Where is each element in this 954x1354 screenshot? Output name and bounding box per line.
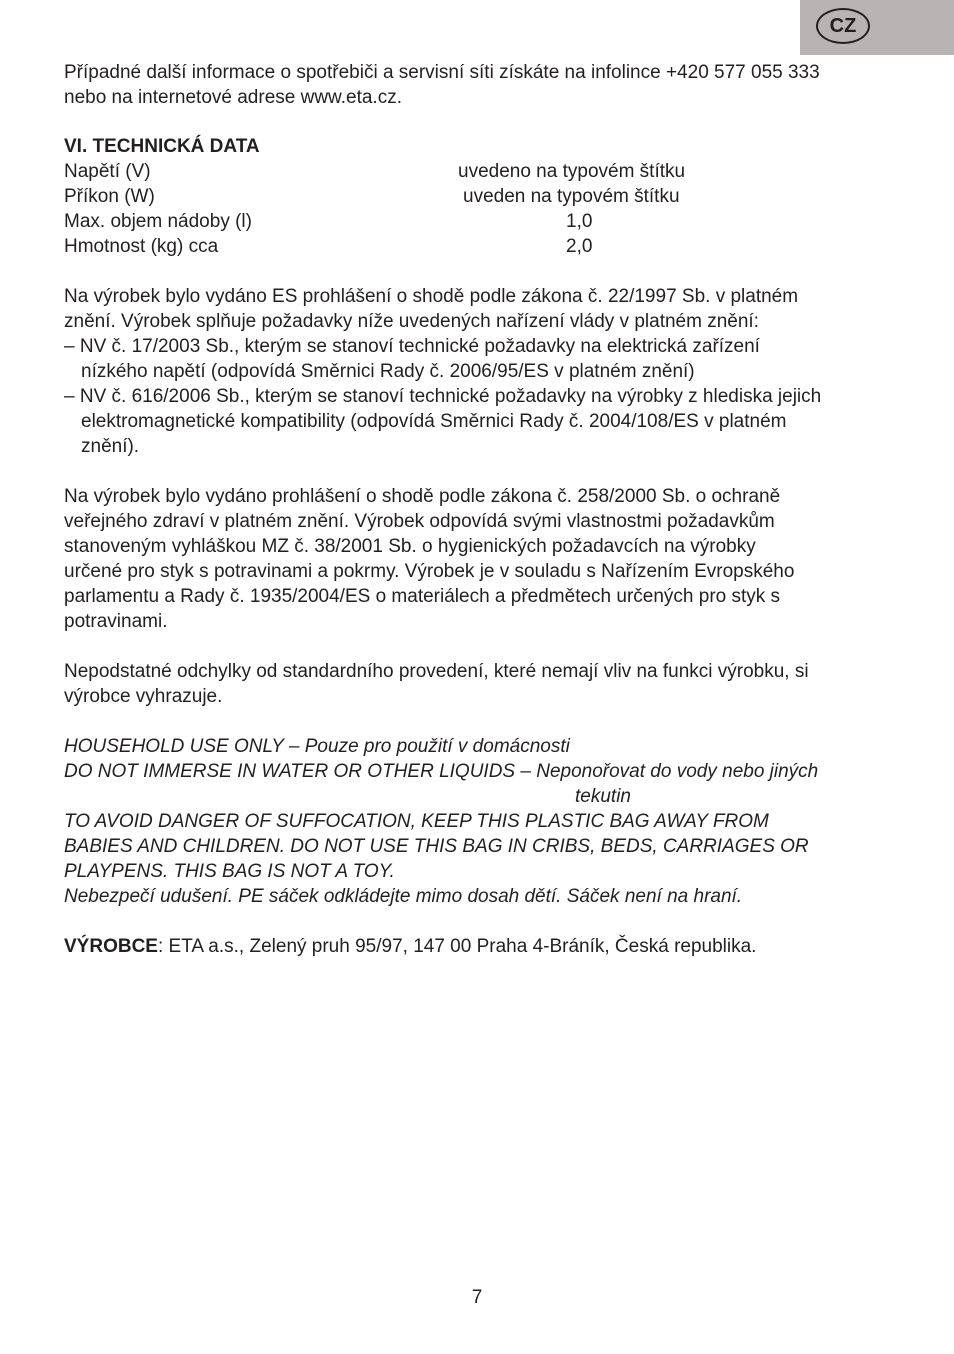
deviation-line: výrobce vyhrazuje. xyxy=(64,686,223,707)
tech-label: Hmotnost (kg) cca xyxy=(64,236,219,257)
declaration-line: znění. Výrobek splňuje požadavky níže uvedených nařízení vlády v platném znění: xyxy=(64,311,759,332)
intro-line: nebo na internetové adrese www.eta.cz. xyxy=(64,87,402,108)
declaration-list-item: – NV č. 616/2006 Sb., kterým se stanoví technické požadavky na výrobky z hlediska jejich xyxy=(64,386,822,407)
declaration-line: nízkého napětí (odpovídá Směrnici Rady č. 2006/95/ES v platném znění) xyxy=(81,361,695,382)
warning-line: Nebezpečí udušení. PE sáček odkládejte mimo dosah dětí. Sáček není na hraní. xyxy=(64,886,743,907)
warning-line: BABIES AND CHILDREN. DO NOT USE THIS BAG IN CRIBS, BEDS, CARRIAGES OR xyxy=(64,836,809,857)
warning-line: DO NOT IMMERSE IN WATER OR OTHER LIQUIDS – Neponořovat do vody nebo jiných xyxy=(64,761,819,782)
declaration-list-item: – NV č. 17/2003 Sb., kterým se stanoví technické požadavky na elektrická zařízení xyxy=(64,336,760,357)
tech-value: 1,0 xyxy=(566,211,593,232)
language-tab xyxy=(800,0,954,55)
health-declaration-line: Na výrobek bylo vydáno prohlášení o shodě podle zákona č. 258/2000 Sb. o ochraně xyxy=(64,486,781,507)
declaration-line: elektromagnetické kompatibility (odpovídá Směrnici Rady č. 2004/108/ES v platném xyxy=(81,411,787,432)
declaration-line: znění). xyxy=(81,436,140,457)
tech-value: uvedeno na typovém štítku xyxy=(458,161,686,182)
manufacturer-text: : ETA a.s., Zelený pruh 95/97, 147 00 Praha 4-Bráník, Česká republika. xyxy=(157,936,757,957)
declaration-line: Na výrobek bylo vydáno ES prohlášení o shodě podle zákona č. 22/1997 Sb. v platném xyxy=(64,286,799,307)
tech-heading: VI. TECHNICKÁ DATA xyxy=(64,136,260,157)
page-number: 7 xyxy=(471,1287,483,1308)
tech-label: Napětí (V) xyxy=(64,161,151,182)
health-declaration-line: stanoveným vyhláškou MZ č. 38/2001 Sb. o hygienických požadavcích na výrobky xyxy=(64,536,756,557)
deviation-line: Nepodstatné odchylky od standardního provedení, které nemají vliv na funkci výrobku, si xyxy=(64,661,809,682)
language-badge: CZ xyxy=(816,8,870,44)
manufacturer-line xyxy=(64,934,756,959)
health-declaration-line: parlamentu a Rady č. 1935/2004/ES o materiálech a předmětech určených pro styk s xyxy=(64,586,781,607)
tech-label: Max. objem nádoby (l) xyxy=(64,211,252,232)
health-declaration-line: určené pro styk s potravinami a pokrmy. Výrobek je v souladu s Nařízením Evropského xyxy=(64,561,795,582)
tech-label: Příkon (W) xyxy=(64,186,155,207)
warning-line: tekutin xyxy=(575,786,631,807)
intro-line: Případné další informace o spotřebiči a servisní síti získáte na infolince +420 577 055 333 xyxy=(64,62,820,83)
tech-value: 2,0 xyxy=(566,236,593,257)
tech-value: uveden na typovém štítku xyxy=(463,186,680,207)
health-declaration-line: potravinami. xyxy=(64,611,168,632)
warning-line: PLAYPENS. THIS BAG IS NOT A TOY. xyxy=(64,861,395,882)
manufacturer-label: VÝROBCE xyxy=(64,936,158,957)
warning-line: TO AVOID DANGER OF SUFFOCATION, KEEP THIS PLASTIC BAG AWAY FROM xyxy=(64,811,769,832)
warning-line: HOUSEHOLD USE ONLY – Pouze pro použití v domácnosti xyxy=(64,736,570,757)
health-declaration-line: veřejného zdraví v platném znění. Výrobek odpovídá svými vlastnostmi požadavkům xyxy=(64,511,775,532)
